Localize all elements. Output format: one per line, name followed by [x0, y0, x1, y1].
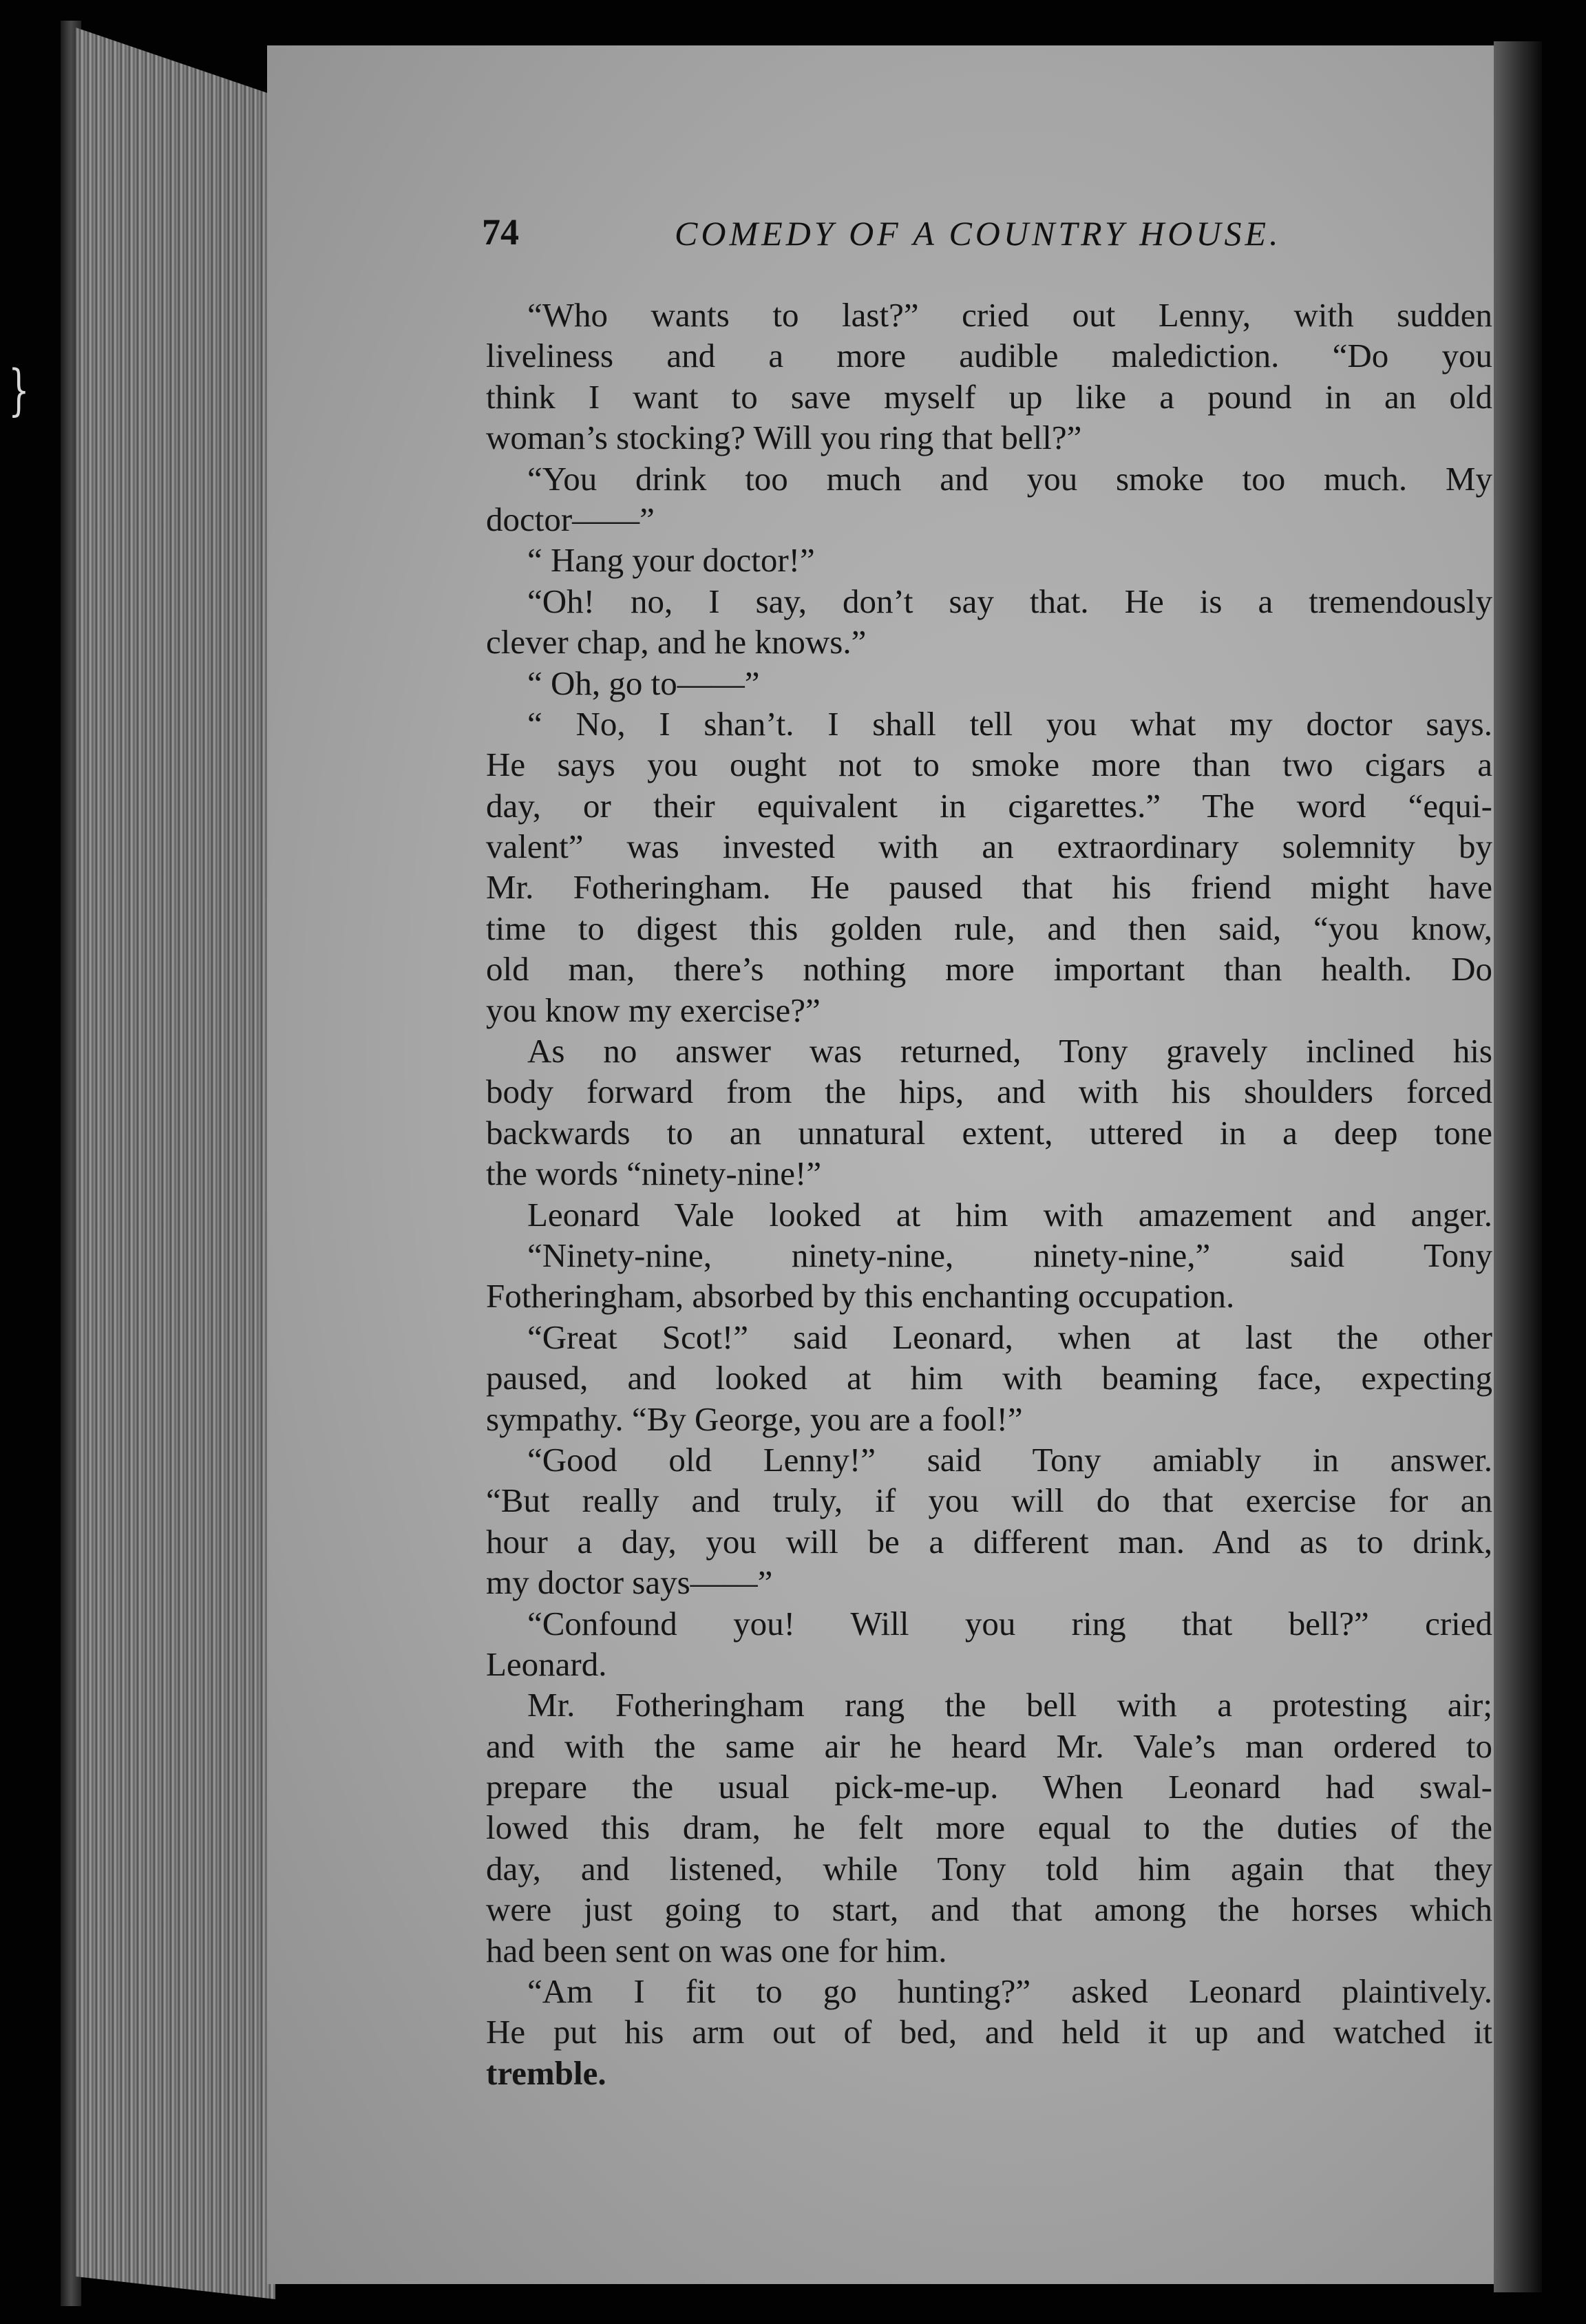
- text-line: Mr. Fotheringham rang the bell with a protesting air;: [527, 1686, 1492, 1724]
- text-line: “ Oh, go to——”: [527, 664, 760, 702]
- text-line: “But really and truly, if you will do that exercise for an: [486, 1481, 1492, 1520]
- text-line: day, and listened, while Tony told him again that they: [486, 1849, 1492, 1888]
- text-line: time to digest this golden rule, and then said, “you know,: [486, 909, 1492, 947]
- text-line: the words “ninety-nine!”: [486, 1154, 822, 1193]
- text-line: had been sent on was one for him.: [486, 1931, 947, 1969]
- gutter-shadow: [1494, 41, 1542, 2292]
- text-line: paused, and looked at him with beaming face, expecting: [486, 1359, 1492, 1397]
- text-line: prepare the usual pick-me-up. When Leonard had swal-: [486, 1768, 1492, 1806]
- text-line: valent” was invested with an extraordinary solemnity by: [486, 827, 1492, 866]
- text-line: backwards to an unnatural extent, uttered in a deep tone: [486, 1113, 1492, 1152]
- text-line: you know my exercise?”: [486, 991, 821, 1029]
- text-line: “You drink too much and you smoke too much. My: [527, 459, 1492, 498]
- page-edges: [76, 28, 275, 2299]
- page-number: 74: [482, 211, 519, 253]
- running-head: COMEDY OF A COUNTRY HOUSE.: [675, 214, 1282, 253]
- text-line: sympathy. “By George, you are a fool!”: [486, 1399, 1023, 1438]
- body-text: [486, 295, 1492, 2093]
- text-line: Leonard.: [486, 1645, 607, 1683]
- text-line: “Am I fit to go hunting?” asked Leonard plaintively.: [527, 1972, 1492, 2011]
- text-line: were just going to start, and that among the horses which: [486, 1890, 1492, 1929]
- text-line: doctor——”: [486, 500, 655, 538]
- text-line: day, or their equivalent in cigarettes.” The word “equi-: [486, 786, 1492, 825]
- text-line: woman’s stocking? Will you ring that bell?”: [486, 419, 1082, 457]
- text-line: think I want to save myself up like a pound in an old: [486, 377, 1492, 416]
- margin-mark: }: [8, 358, 30, 422]
- text-line: body forward from the hips, and with his shoulders forced: [486, 1073, 1492, 1111]
- text-line: He says you ought not to smoke more than two cigars a: [486, 746, 1492, 784]
- text-line: As no answer was returned, Tony gravely inclined his: [527, 1032, 1492, 1070]
- text-line: and with the same air he heard Mr. Vale’s man ordered to: [486, 1726, 1492, 1765]
- text-line: Fotheringham, absorbed by this enchanting occupation.: [486, 1277, 1235, 1316]
- text-line: “Good old Lenny!” said Tony amiably in answer.: [527, 1440, 1492, 1479]
- text-line: “Great Scot!” said Leonard, when at last the other: [527, 1318, 1492, 1356]
- text-line: Mr. Fotheringham. He paused that his friend might have: [486, 868, 1492, 907]
- text-line: clever chap, and he knows.”: [486, 623, 867, 662]
- text-line: “ No, I shan’t. I shall tell you what my doctor says.: [527, 704, 1492, 743]
- text-line: “Oh! no, I say, don’t say that. He is a tremendously: [527, 582, 1492, 620]
- text-line: hour a day, you will be a different man. And as to drink,: [486, 1522, 1492, 1561]
- text-line: old man, there’s nothing more important than health. Do: [486, 950, 1492, 989]
- text-line: my doctor says——”: [486, 1563, 773, 1602]
- text-line: liveliness and a more audible malediction. “Do you: [486, 337, 1492, 375]
- text-line: “Who wants to last?” cried out Lenny, with sudden: [527, 296, 1492, 334]
- text-line: tremble.: [486, 2053, 606, 2092]
- text-line: lowed this dram, he felt more equal to the duties of the: [486, 1808, 1492, 1847]
- text-line: Leonard Vale looked at him with amazement and anger.: [527, 1195, 1492, 1234]
- text-line: “Confound you! Will you ring that bell?” cried: [527, 1604, 1492, 1642]
- text-line: “Ninety-nine, ninety-nine, ninety-nine,” said Tony: [527, 1236, 1492, 1274]
- text-line: He put his arm out of bed, and held it up and watched it: [486, 2013, 1492, 2051]
- text-line: “ Hang your doctor!”: [527, 541, 815, 580]
